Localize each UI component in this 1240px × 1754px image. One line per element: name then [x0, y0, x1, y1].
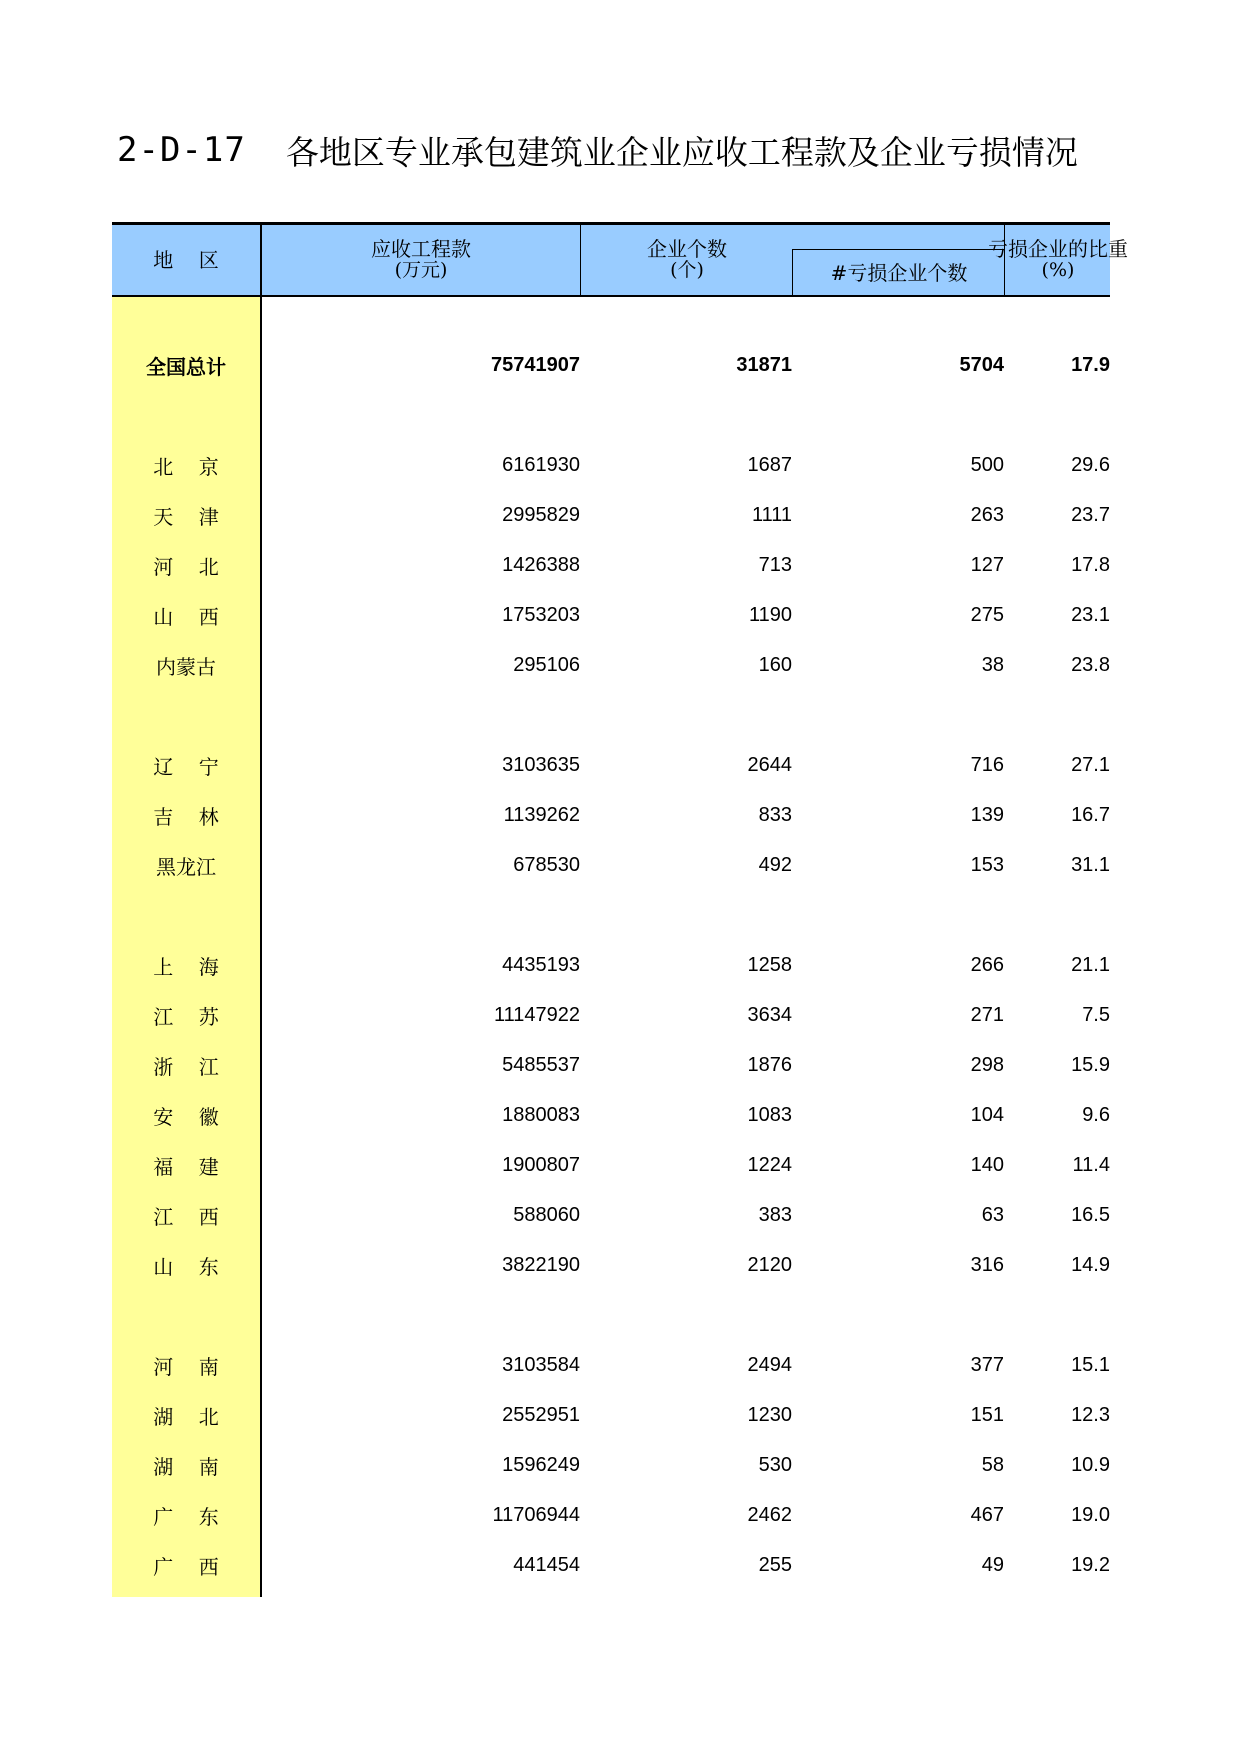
loss-enterprises-value: 298 — [970, 1053, 1004, 1076]
receivables-value: 75741907 — [491, 353, 580, 376]
loss-ratio-value: 14.9 — [1071, 1253, 1110, 1276]
table-row — [112, 990, 1110, 1040]
receivables-value: 11147922 — [493, 1003, 580, 1026]
header-loss-ratio-label: 亏损企业的比重 — [988, 237, 1128, 261]
receivables-value: 1139262 — [503, 803, 580, 826]
loss-enterprises-value: 63 — [981, 1203, 1004, 1226]
region-name: 江 西 — [153, 1204, 219, 1229]
loss-ratio-value: 19.2 — [1071, 1553, 1110, 1576]
loss-ratio-value: 10.9 — [1071, 1453, 1110, 1476]
region-name: 安 徽 — [153, 1104, 219, 1129]
region-name: 广 东 — [153, 1504, 219, 1529]
loss-enterprises-value: 316 — [970, 1253, 1004, 1276]
region-name: 北 京 — [153, 454, 219, 479]
loss-enterprises-value: 266 — [970, 953, 1004, 976]
header-loss-enterprises-label: #亏损企业个数 — [830, 260, 968, 285]
loss-enterprises-value: 263 — [970, 503, 1004, 526]
table-code: 2-D-17 — [117, 130, 246, 170]
enterprises-value: 492 — [758, 853, 792, 876]
loss-enterprises-value: 140 — [970, 1153, 1004, 1176]
table-row — [112, 1090, 1110, 1140]
enterprises-value: 1258 — [747, 953, 792, 976]
loss-enterprises-value: 153 — [970, 853, 1004, 876]
receivables-value: 678530 — [513, 853, 580, 876]
header-enterprises-unit: (个) — [670, 259, 704, 281]
loss-ratio-value: 16.7 — [1071, 803, 1110, 826]
header-divider — [580, 225, 581, 295]
enterprises-value: 255 — [758, 1553, 792, 1576]
table-row — [112, 1540, 1110, 1590]
receivables-value: 1900807 — [502, 1153, 580, 1176]
table-row — [112, 1340, 1110, 1390]
loss-ratio-value: 15.1 — [1071, 1353, 1110, 1376]
loss-ratio-value: 11.4 — [1072, 1153, 1110, 1176]
receivables-value: 1753203 — [502, 603, 580, 626]
table-row — [112, 790, 1110, 840]
receivables-value: 441454 — [513, 1553, 580, 1576]
loss-enterprises-value: 139 — [970, 803, 1004, 826]
enterprises-value: 2494 — [747, 1353, 792, 1376]
enterprises-value: 1190 — [748, 603, 792, 626]
loss-ratio-value: 9.6 — [1082, 1103, 1110, 1126]
table-row — [112, 490, 1110, 540]
receivables-value: 3822190 — [502, 1253, 580, 1276]
loss-enterprises-value: 500 — [970, 453, 1004, 476]
receivables-value: 295106 — [513, 653, 580, 676]
enterprises-value: 713 — [758, 553, 792, 576]
loss-ratio-value: 17.8 — [1071, 553, 1110, 576]
enterprises-value: 2644 — [747, 753, 792, 776]
region-name: 广 西 — [153, 1554, 219, 1579]
loss-enterprises-value: 5704 — [959, 353, 1004, 376]
loss-ratio-value: 23.7 — [1071, 503, 1110, 526]
loss-ratio-value: 27.1 — [1071, 753, 1110, 776]
receivables-value: 2995829 — [502, 503, 580, 526]
table-row — [112, 740, 1110, 790]
region-name: 福 建 — [153, 1154, 219, 1179]
loss-enterprises-value: 716 — [970, 753, 1004, 776]
table-row — [112, 1140, 1110, 1190]
region-name: 天 津 — [153, 504, 219, 529]
table-title: 各地区专业承包建筑业企业应收工程款及企业亏损情况 — [285, 132, 1078, 172]
table-row — [112, 1190, 1110, 1240]
loss-ratio-value: 23.8 — [1071, 653, 1110, 676]
table-row — [112, 1040, 1110, 1090]
table-row — [112, 840, 1110, 890]
enterprises-value: 383 — [758, 1203, 792, 1226]
header-receivables-unit: (万元) — [394, 259, 448, 281]
table-row — [112, 940, 1110, 990]
region-name: 河 北 — [153, 554, 219, 579]
table-row — [112, 590, 1110, 640]
receivables-value: 588060 — [513, 1203, 580, 1226]
region-name: 江 苏 — [153, 1004, 219, 1029]
table-body — [112, 297, 1110, 1597]
region-name: 湖 北 — [153, 1404, 219, 1429]
loss-ratio-value: 23.1 — [1071, 603, 1110, 626]
loss-ratio-value: 21.1 — [1071, 953, 1110, 976]
region-name: 全国总计 — [146, 354, 226, 379]
region-name: 山 东 — [153, 1254, 219, 1279]
receivables-value: 2552951 — [502, 1403, 580, 1426]
enterprises-value: 2462 — [747, 1503, 792, 1526]
receivables-value: 3103635 — [502, 753, 580, 776]
table-row — [112, 640, 1110, 690]
enterprises-value: 1230 — [747, 1403, 792, 1426]
enterprises-value: 3634 — [747, 1003, 792, 1026]
receivables-value: 3103584 — [502, 1353, 580, 1376]
header-enterprises — [582, 225, 792, 295]
region-name: 黑龙江 — [156, 854, 216, 879]
enterprises-value: 1876 — [747, 1053, 792, 1076]
header-receivables-label: 应收工程款 — [371, 237, 471, 261]
region-name: 内蒙古 — [156, 654, 216, 679]
receivables-value: 1426388 — [502, 553, 580, 576]
receivables-value: 5485537 — [502, 1053, 580, 1076]
enterprises-value: 1687 — [747, 453, 792, 476]
loss-enterprises-value: 58 — [981, 1453, 1004, 1476]
receivables-value: 1596249 — [502, 1453, 580, 1476]
region-name: 浙 江 — [153, 1054, 219, 1079]
header-receivables — [262, 225, 580, 295]
loss-ratio-value: 29.6 — [1071, 453, 1110, 476]
header-loss-ratio-unit: (%) — [1041, 259, 1075, 281]
table-header — [112, 225, 1128, 297]
region-name: 辽 宁 — [153, 754, 219, 779]
enterprises-value: 2120 — [747, 1253, 792, 1276]
loss-enterprises-value: 151 — [970, 1403, 1004, 1426]
enterprises-value: 31871 — [736, 353, 792, 376]
table-row — [112, 1240, 1110, 1290]
header-loss-ratio — [988, 225, 1128, 295]
enterprises-value: 833 — [758, 803, 792, 826]
loss-enterprises-value: 467 — [970, 1503, 1004, 1526]
loss-ratio-value: 15.9 — [1071, 1053, 1110, 1076]
enterprises-value: 530 — [758, 1453, 792, 1476]
region-name: 吉 林 — [153, 804, 219, 829]
region-name: 上 海 — [153, 954, 219, 979]
enterprises-value: 1111 — [751, 503, 792, 526]
loss-enterprises-value: 49 — [981, 1553, 1004, 1576]
table-row — [112, 440, 1110, 490]
receivables-value: 1880083 — [502, 1103, 580, 1126]
table-row-total — [112, 340, 1110, 390]
page-title — [117, 122, 1078, 178]
loss-enterprises-value: 271 — [970, 1003, 1004, 1026]
loss-ratio-value: 31.1 — [1071, 853, 1110, 876]
receivables-value: 6161930 — [502, 453, 580, 476]
header-region-label: 地 区 — [153, 247, 219, 272]
loss-enterprises-value: 127 — [970, 553, 1004, 576]
enterprises-value: 160 — [758, 653, 792, 676]
table-row — [112, 1440, 1110, 1490]
loss-ratio-value: 16.5 — [1071, 1203, 1110, 1226]
loss-enterprises-value: 377 — [970, 1353, 1004, 1376]
header-loss-enterprises — [794, 251, 1004, 295]
loss-ratio-value: 19.0 — [1071, 1503, 1110, 1526]
table-row — [112, 1390, 1110, 1440]
loss-ratio-value: 12.3 — [1071, 1403, 1110, 1426]
region-name: 山 西 — [153, 604, 219, 629]
table-row — [112, 1490, 1110, 1540]
enterprises-value: 1083 — [747, 1103, 792, 1126]
loss-ratio-value: 7.5 — [1082, 1003, 1110, 1026]
region-name: 河 南 — [153, 1354, 219, 1379]
loss-ratio-value: 17.9 — [1071, 353, 1110, 376]
header-subrule — [792, 249, 1004, 250]
loss-enterprises-value: 275 — [970, 603, 1004, 626]
loss-enterprises-value: 104 — [970, 1103, 1004, 1126]
header-region — [112, 225, 260, 295]
enterprises-value: 1224 — [747, 1153, 792, 1176]
receivables-value: 4435193 — [502, 953, 580, 976]
table-row — [112, 540, 1110, 590]
region-name: 湖 南 — [153, 1454, 219, 1479]
loss-enterprises-value: 38 — [981, 653, 1004, 676]
receivables-value: 11706944 — [492, 1503, 580, 1526]
header-enterprises-label: 企业个数 — [647, 237, 727, 261]
header-divider — [792, 250, 793, 295]
